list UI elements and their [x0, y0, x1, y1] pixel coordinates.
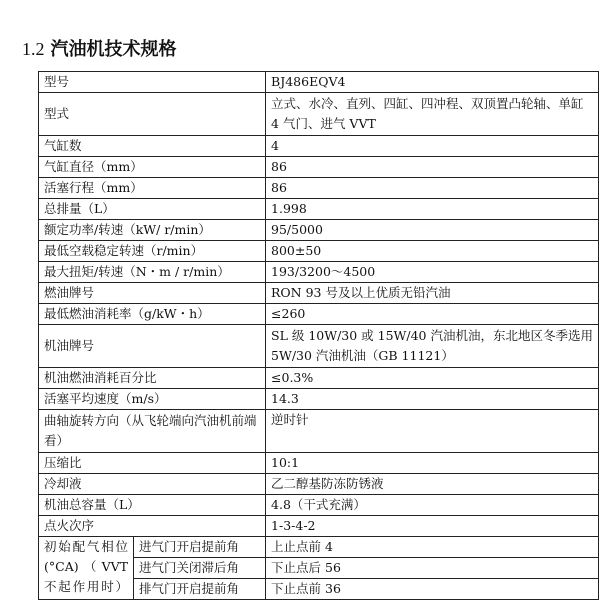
- spec-value: 86: [266, 178, 599, 199]
- spec-value: 14.3: [266, 389, 599, 410]
- table-row: [39, 178, 599, 199]
- spec-label: 型式: [39, 93, 266, 136]
- table-row: [39, 474, 599, 495]
- table-row: [39, 537, 599, 558]
- spec-value: 4.8（干式充满）: [266, 495, 599, 516]
- spec-label: 点火次序: [39, 516, 266, 537]
- spec-value: 10:1: [266, 453, 599, 474]
- spec-label: 最低空载稳定转速（r/min）: [39, 241, 266, 262]
- timing-sublabel: 排气门开启提前角: [134, 579, 266, 600]
- section-title: 汽油机技术规格: [50, 39, 177, 60]
- table-row: [39, 157, 599, 178]
- table-row: [39, 262, 599, 283]
- spec-value: 800±50: [266, 241, 599, 262]
- timing-value: 下止点后 56: [266, 558, 599, 579]
- table-row: [39, 389, 599, 410]
- spec-label: 活塞平均速度（m/s）: [39, 389, 266, 410]
- spec-label: 活塞行程（mm）: [39, 178, 266, 199]
- spec-value: ≤0.3%: [266, 368, 599, 389]
- table-row: [39, 495, 599, 516]
- spec-label: 总排量（L）: [39, 199, 266, 220]
- table-row: [39, 325, 599, 368]
- timing-sublabel: 进气门开启提前角: [134, 537, 266, 558]
- spec-label: 气缸数: [39, 136, 266, 157]
- spec-label: 机油牌号: [39, 325, 266, 368]
- spec-label: 曲轴旋转方向（从飞轮端向汽油机前端看）: [39, 410, 266, 453]
- spec-value: RON 93 号及以上优质无铅汽油: [266, 283, 599, 304]
- engine-spec-table: [38, 71, 599, 600]
- table-row: [39, 368, 599, 389]
- spec-value: SL 级 10W/30 或 15W/40 汽油机油，东北地区冬季选用 5W/30 汽油机油（GB 11121）: [266, 325, 599, 368]
- spec-label: 燃油牌号: [39, 283, 266, 304]
- section-heading: [22, 36, 177, 62]
- spec-value: 逆时针: [266, 410, 599, 453]
- table-row: [39, 283, 599, 304]
- spec-label: 压缩比: [39, 453, 266, 474]
- table-row: [39, 72, 599, 93]
- spec-value: 86: [266, 157, 599, 178]
- spec-label: 气缸直径（mm）: [39, 157, 266, 178]
- table-row: [39, 220, 599, 241]
- spec-label: 冷却液: [39, 474, 266, 495]
- spec-label: 机油燃油消耗百分比: [39, 368, 266, 389]
- spec-value: 乙二醇基防冻防锈液: [266, 474, 599, 495]
- spec-label: 最低燃油消耗率（g/kW・h）: [39, 304, 266, 325]
- timing-sublabel: 进气门关闭滞后角: [134, 558, 266, 579]
- table-row: [39, 199, 599, 220]
- table-row: [39, 136, 599, 157]
- spec-value: ≤260: [266, 304, 599, 325]
- spec-value: 立式、水冷、直列、四缸、四冲程、双顶置凸轮轴、单缸 4 气门、进气 VVT: [266, 93, 599, 136]
- spec-value: 193/3200～4500: [266, 262, 599, 283]
- spec-value: 4: [266, 136, 599, 157]
- table-row: [39, 241, 599, 262]
- spec-label: 额定功率/转速（kW/ r/min）: [39, 220, 266, 241]
- spec-value: BJ486EQV4: [266, 72, 599, 93]
- table-row: [39, 410, 599, 453]
- spec-label: 最大扭矩/转速（N・m / r/min）: [39, 262, 266, 283]
- table-row: [39, 93, 599, 136]
- timing-value: 下止点前 36: [266, 579, 599, 600]
- spec-label: 机油总容量（L）: [39, 495, 266, 516]
- spec-value: 1-3-4-2: [266, 516, 599, 537]
- timing-value: 上止点前 4: [266, 537, 599, 558]
- spec-value: 1.998: [266, 199, 599, 220]
- table-row: [39, 453, 599, 474]
- section-number: 1.2: [22, 39, 45, 59]
- spec-label: 型号: [39, 72, 266, 93]
- table-row: [39, 304, 599, 325]
- valve-timing-label: 初始配气相位(°CA)（VVT不起作用时）: [39, 537, 134, 600]
- table-row: [39, 516, 599, 537]
- spec-value: 95/5000: [266, 220, 599, 241]
